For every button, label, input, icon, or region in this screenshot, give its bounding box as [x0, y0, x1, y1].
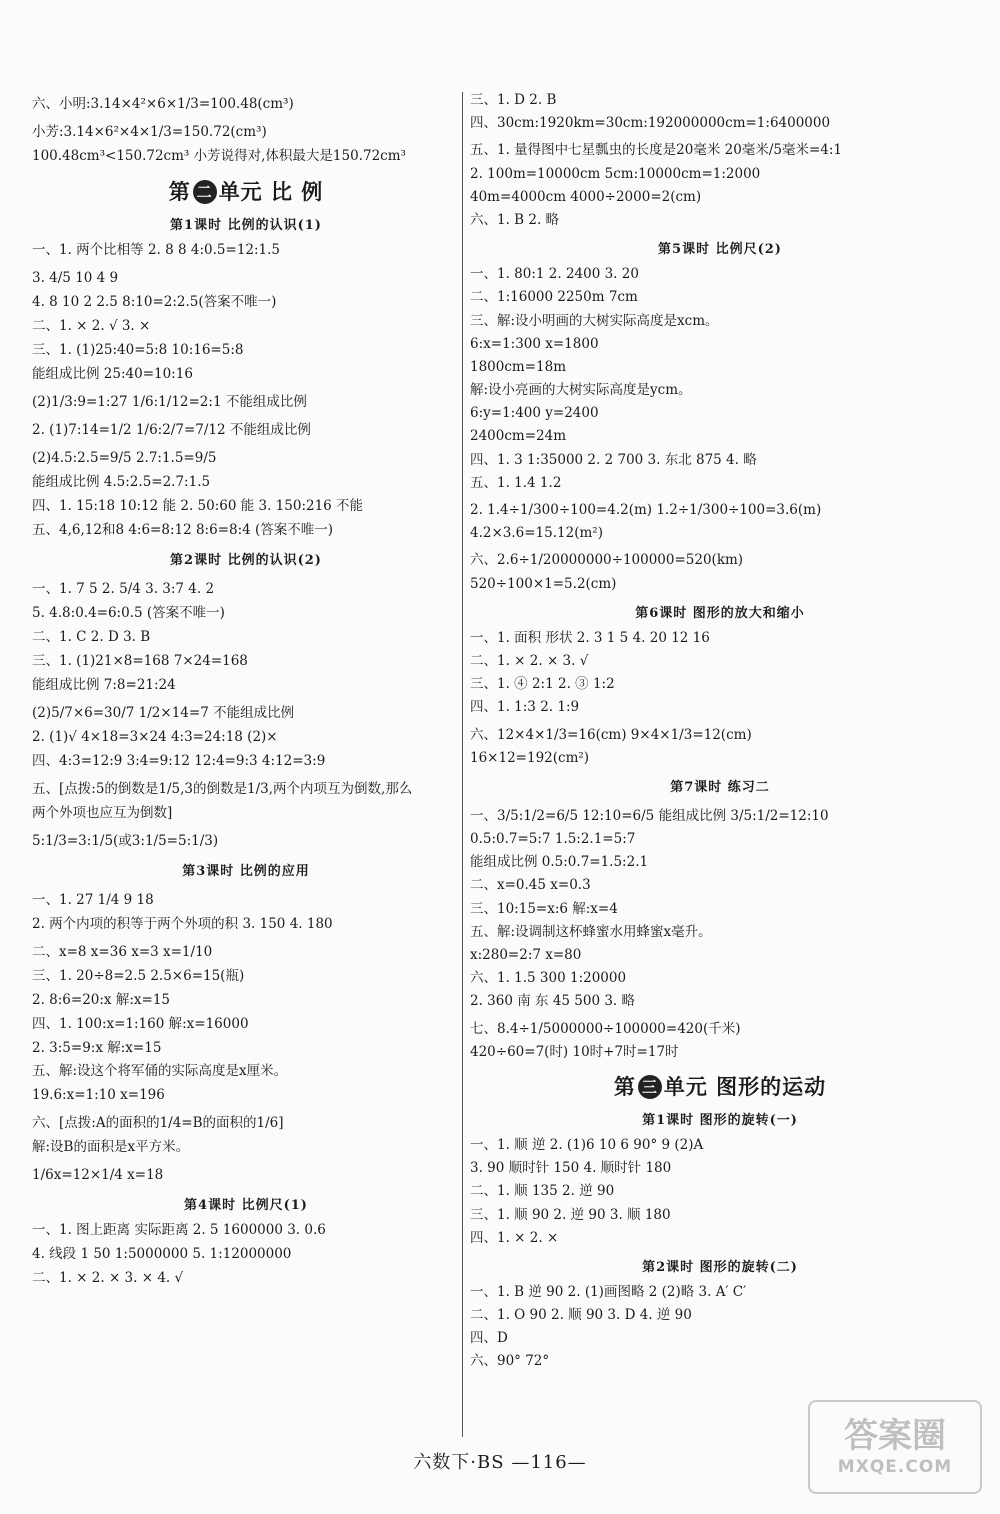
answer-line: 一、1. 80:1 2. 2400 3. 20	[470, 266, 639, 283]
answer-line: 6:y=1:400 y=2400	[470, 405, 599, 422]
unit-suffix: 单元 比 例	[218, 178, 324, 204]
answer-line: 二、1. × 2. √ 3. ×	[32, 317, 151, 334]
unit-number-badge: 三	[638, 1075, 662, 1099]
answer-line: 小芳:3.14×6²×4×1/3=150.72(cm³)	[32, 123, 267, 140]
lesson-heading: 第3课时 比例的应用	[182, 863, 310, 879]
lesson-heading: 第5课时 比例尺(2)	[658, 242, 782, 258]
left-column	[32, 92, 460, 1294]
answer-line: 0.5:0.7=5:7 1.5:2.1=5:7	[470, 831, 636, 848]
answer-line: 二、1. O 90 2. 顺 90 3. D 4. 逆 90	[470, 1307, 692, 1324]
answer-line: 三、解:设小明画的大树实际高度是xcm。	[470, 312, 719, 329]
unit-title	[32, 176, 460, 206]
answer-line: 2. (1)7:14=1/2 1/6:2/7=7/12 不能组成比例	[32, 421, 311, 438]
answer-line: 4. 线段 1 50 1:5000000 5. 1:12000000	[32, 1246, 292, 1263]
answer-line: (2)5/7×6=30/7 1/2×14=7 不能组成比例	[32, 704, 295, 721]
answer-line: 五、1. 量得图中七星瓢虫的长度是20毫米 20毫米/5毫米=4:1	[470, 142, 842, 159]
answer-line: 四、D	[470, 1330, 508, 1347]
answer-line: 一、1. 27 1/4 9 18	[32, 891, 154, 908]
answer-line: 3. 4/5 10 4 9	[32, 269, 119, 286]
answer-line: 三、1. D 2. B	[470, 92, 557, 108]
answer-line: 解:设小亮画的大树实际高度是ycm。	[470, 382, 692, 399]
right-column	[470, 92, 970, 1377]
column-divider	[462, 92, 463, 1437]
watermark-logo	[808, 1400, 982, 1494]
answer-line: 一、1. B 逆 90 2. (1)画图略 2 (2)略 3. A′ C′	[470, 1283, 747, 1300]
answer-line: 4.2×3.6=15.12(m²)	[470, 525, 603, 542]
answer-line: 420÷60=7(时) 10时+7时=17时	[470, 1043, 679, 1060]
lesson-heading: 第1课时 比例的认识(1)	[170, 217, 322, 233]
answer-line: (2)1/3:9=1:27 1/6:1/12=2:1 不能组成比例	[32, 393, 307, 410]
answer-line: 能组成比例 25:40=10:16	[32, 365, 193, 382]
answer-line: 一、1. 图上距离 实际距离 2. 5 1600000 3. 0.6	[32, 1222, 326, 1239]
answer-line: 二、1. C 2. D 3. B	[32, 628, 151, 645]
answer-line: 三、10:15=x:6 解:x=4	[470, 900, 618, 917]
lesson-heading: 第1课时 图形的旋转(一)	[642, 1112, 798, 1128]
answer-line: 能组成比例 7:8=21:24	[32, 676, 176, 693]
answer-line: 1/6x=12×1/4 x=18	[32, 1167, 164, 1184]
answer-line: 五、解:设这个将军俑的实际高度是x厘米。	[32, 1063, 288, 1080]
answer-line: 16×12=192(cm²)	[470, 749, 590, 766]
answer-line: 四、1. × 2. ×	[470, 1229, 559, 1246]
answer-line: 2. 100m=10000cm 5cm:10000cm=1:2000	[470, 165, 761, 182]
answer-line: 一、1. 顺 逆 2. (1)6 10 6 90° 9 (2)A	[470, 1136, 704, 1153]
lesson-heading: 第2课时 比例的认识(2)	[170, 552, 322, 568]
answer-line: 四、1. 3 1:35000 2. 2 700 3. 东北 875 4. 略	[470, 451, 757, 468]
answer-line: 两个外项也应互为倒数]	[32, 804, 173, 821]
lesson-heading: 第7课时 练习二	[670, 779, 770, 795]
answer-line: 6:x=1:300 x=1800	[470, 335, 599, 352]
answer-line: 六、12×4×1/3=16(cm) 9×4×1/3=12(cm)	[470, 726, 752, 743]
answer-line: 40m=4000cm 4000÷2000=2(cm)	[470, 188, 702, 205]
unit-prefix: 第	[613, 1073, 636, 1099]
answer-line: 二、1. 顺 135 2. 逆 90	[470, 1183, 615, 1200]
watermark-bottom: MXQE.COM	[837, 1457, 953, 1477]
unit-number-badge: 二	[193, 180, 217, 204]
answer-line: 四、4:3=12:9 3:4=9:12 12:4=9:3 4:12=3:9	[32, 752, 326, 769]
answer-line: 能组成比例 0.5:0.7=1.5:2.1	[470, 854, 649, 871]
answer-line: 2400cm=24m	[470, 428, 567, 445]
answer-line: 三、1. 顺 90 2. 逆 90 3. 顺 180	[470, 1206, 671, 1223]
answer-line: 5. 4.8:0.4=6:0.5 (答案不唯一)	[32, 604, 225, 621]
answer-line: 1800cm=18m	[470, 358, 567, 375]
answer-line: 五、1. 1.4 1.2	[470, 474, 562, 491]
answer-line: 三、1. (1)25:40=5:8 10:16=5:8	[32, 341, 244, 358]
answer-line: 2. 1.4÷1/300÷100=4.2(m) 1.2÷1/300÷100=3.6(m)	[470, 502, 822, 518]
answer-line: 三、1. 20÷8=2.5 2.5×6=15(瓶)	[32, 967, 245, 984]
answer-line: 五、4,6,12和8 4:6=8:12 8:6=8:4 (答案不唯一)	[32, 521, 334, 538]
answer-line: 二、1:16000 2250m 7cm	[470, 289, 638, 306]
answer-line: 2. 8:6=20:x 解:x=15	[32, 991, 170, 1008]
answer-line: 二、1. × 2. × 3. √	[470, 652, 589, 669]
answer-line: 二、1. × 2. × 3. × 4. √	[32, 1270, 184, 1287]
page-footer: 六数下·BS —116—	[413, 1452, 587, 1473]
lesson-heading: 第6课时 图形的放大和缩小	[635, 605, 805, 621]
unit-title	[470, 1071, 970, 1101]
answer-line: 5:1/3=3:1/5(或3:1/5=5:1/3)	[32, 832, 219, 849]
answer-line: 4. 8 10 2 2.5 8:10=2:2.5(答案不唯一)	[32, 293, 277, 310]
answer-line: 解:设B的面积是x平方米。	[32, 1139, 190, 1156]
unit-suffix: 单元 图形的运动	[663, 1073, 827, 1099]
answer-line: 六、90° 72°	[470, 1353, 550, 1370]
answer-line: 一、3/5:1/2=6/5 12:10=6/5 能组成比例 3/5:1/2=12:10	[470, 807, 829, 824]
answer-line: 2. 两个内项的积等于两个外项的积 3. 150 4. 180	[32, 915, 333, 932]
answer-line: 二、x=0.45 x=0.3	[470, 877, 591, 894]
watermark-top: 答案圈	[844, 1416, 946, 1456]
answer-line: 2. (1)√ 4×18=3×24 4:3=24:18 (2)×	[32, 728, 278, 745]
answer-line: 一、1. 面积 形状 2. 3 1 5 4. 20 12 16	[470, 629, 710, 646]
unit-prefix: 第	[168, 178, 191, 204]
answer-line: 一、1. 两个比相等 2. 8 8 4:0.5=12:1.5	[32, 241, 281, 258]
answer-line: (2)4.5:2.5=9/5 2.7:1.5=9/5	[32, 449, 217, 466]
answer-line: 五、解:设调制这杯蜂蜜水用蜂蜜x毫升。	[470, 923, 712, 940]
answer-line: 四、1. 100:x=1:160 解:x=16000	[32, 1015, 249, 1032]
answer-line: 三、1. (1)21×8=168 7×24=168	[32, 652, 248, 669]
answer-line: 五、[点拨:5的倒数是1/5,3的倒数是1/3,两个内项互为倒数,那么	[32, 780, 413, 797]
answer-line: 四、1. 1:3 2. 1:9	[470, 699, 580, 716]
answer-line: 六、[点拨:A的面积的1/4=B的面积的1/6]	[32, 1115, 284, 1132]
answer-line: 520÷100×1=5.2(cm)	[470, 575, 617, 592]
answer-line: 二、x=8 x=36 x=3 x=1/10	[32, 943, 213, 960]
answer-line: 六、1. B 2. 略	[470, 211, 560, 228]
lesson-heading: 第2课时 图形的旋转(二)	[642, 1259, 798, 1275]
answer-line: 能组成比例 4.5:2.5=2.7:1.5	[32, 473, 211, 490]
answer-line: 四、30cm:1920km=30cm:192000000cm=1:6400000	[470, 115, 831, 132]
answer-line: 六、小明:3.14×4²×6×1/3=100.48(cm³)	[32, 96, 294, 112]
answer-line: 100.48cm³<150.72cm³ 小芳说得对,体积最大是150.72cm³	[32, 147, 406, 164]
lesson-heading: 第4课时 比例尺(1)	[184, 1198, 308, 1214]
answer-line: 3. 90 顺时针 150 4. 顺时针 180	[470, 1160, 672, 1177]
answer-line: 七、8.4÷1/5000000÷100000=420(千米)	[470, 1020, 741, 1037]
answer-line: 六、2.6÷1/20000000÷100000=520(km)	[470, 552, 744, 569]
answer-line: 三、1. ④ 2:1 2. ③ 1:2	[470, 676, 615, 693]
answer-line: 六、1. 1.5 300 1:20000	[470, 970, 627, 987]
answer-line: 四、1. 15:18 10:12 能 2. 50:60 能 3. 150:216 不能	[32, 497, 364, 514]
answer-line: 19.6:x=1:10 x=196	[32, 1087, 165, 1104]
answer-line: 一、1. 7 5 2. 5/4 3. 3:7 4. 2	[32, 580, 215, 597]
answer-line: 2. 360 南 东 45 500 3. 略	[470, 993, 636, 1010]
answer-line: x:280=2:7 x=80	[470, 947, 582, 963]
answer-line: 2. 3:5=9:x 解:x=15	[32, 1039, 162, 1056]
